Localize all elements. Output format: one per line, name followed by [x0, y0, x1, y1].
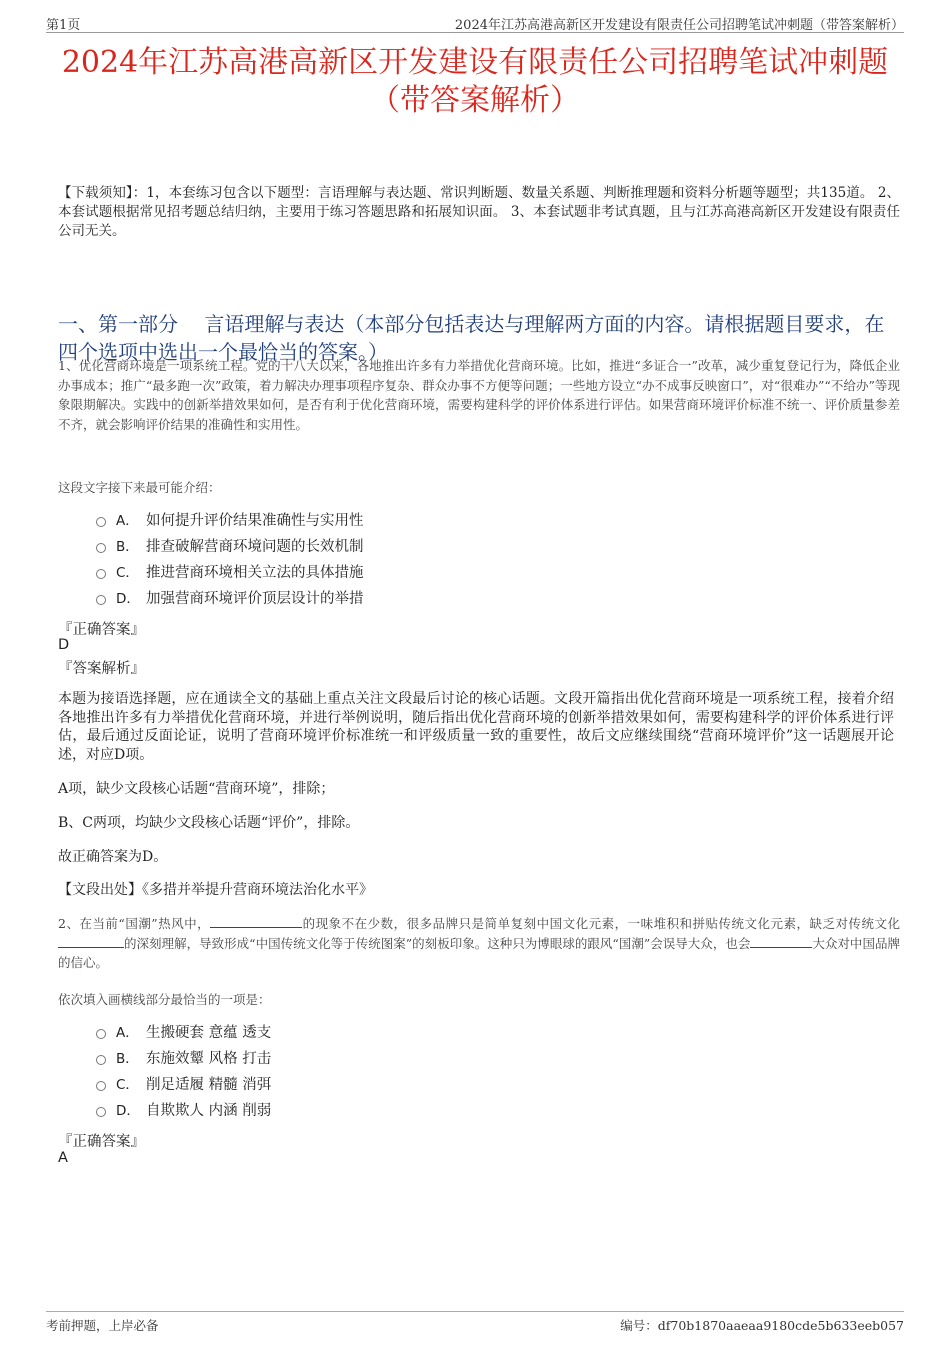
q1-analysis: 本题为接语选择题，应在通读全文的基础上重点关注文段最后讨论的核心话题。文段开篇指出优化营商环境是一项系统工程，接着介绍各地推出许多有力举措优化营商环境，并进行举例说明，随后指出优化营商环境的创新举措效果如何，需要构建科学的评价体系进行评估，最后通过反面论证，说明了营商环境评价标准统一和评级质量一致的重要性，故后文应继续围绕“营商环境评价”这一话题展开论述，对应D项。 [58, 691, 894, 763]
q2-option-a[interactable] [96, 1022, 271, 1044]
option-text: 生搬硬套 意蕴 透支 [146, 1025, 272, 1041]
footer-serial: 编号：df70b1870aaeaa9180cde5b633eeb057 [620, 1318, 904, 1333]
question-1-prompt: 这段文字接下来最可能介绍： [58, 480, 221, 495]
option-text: 东施效颦 风格 打击 [146, 1051, 272, 1067]
section-heading: 一、第一部分 言语理解与表达（本部分包括表达与理解两方面的内容。请根据题目要求，在四个选项中选出一个最恰当的答案。） [58, 312, 885, 364]
option-text: 自欺欺人 内涵 削弱 [146, 1103, 272, 1119]
q2-option-d[interactable] [96, 1100, 271, 1122]
radio-icon[interactable] [96, 1055, 106, 1065]
radio-icon[interactable] [96, 1029, 106, 1039]
option-text: 推进营商环境相关立法的具体措施 [146, 565, 364, 581]
option-text: 排查破解营商环境问题的长效机制 [146, 539, 364, 555]
radio-icon[interactable] [96, 543, 106, 553]
q1-conclusion: 故正确答案为D。 [58, 849, 168, 865]
question-2-prompt: 依次填入画横线部分最恰当的一项是： [58, 992, 271, 1007]
document-title [30, 44, 920, 120]
q1-option-c[interactable] [96, 562, 364, 584]
download-notice: 【下载须知】：1，本套练习包含以下题型：言语理解与表达题、常识判断题、数量关系题、判断推理题和资料分析题等题型；共135道。 2、本套试题根据常见招考题总结归纳，主要用于练习答题思路和拓展知识面。 3、本套试题非考试真题，且与江苏高港高新区开发建设有限责任公司无关。 [58, 185, 900, 239]
q1-source: 【文段出处】《多措并举提升营商环境法治化水平》 [58, 882, 373, 898]
q2-answer-label: 『正确答案』 [58, 1134, 145, 1150]
option-letter: A． [116, 1025, 139, 1041]
q2-answer: A [58, 1150, 68, 1166]
option-letter: D． [116, 1103, 140, 1119]
title-line-1: 2024年江苏高港高新区开发建设有限责任公司招聘笔试冲刺题 [61, 45, 889, 80]
radio-icon[interactable] [96, 1081, 106, 1091]
option-letter: A． [116, 513, 139, 529]
option-letter: C． [116, 565, 139, 581]
page-header [46, 12, 904, 33]
page-footer [46, 1311, 904, 1332]
q1-exclude-bc: B、C两项，均缺少文段核心话题“评价”，排除。 [58, 815, 360, 831]
question-1-text: 1、优化营商环境是一项系统工程。党的十八大以来，各地推出许多有力举措优化营商环境。比如，推进“多证合一”改革，减少重复登记行为，降低企业办事成本；推广“最多跑一次”政策，着力解决办理事项程序复杂、群众办事不方便等问题；一些地方设立“办不成事反映窗口”，对“很难办”“不给办”等现象限期解决。实践中的创新举措效果如何，是否有利于优化营商环境，需要构建科学的评价体系进行评估。如果营商环境评价标准不统一、评价质量参差不齐，就会影响评价结果的准确性和实用性。 [58, 358, 900, 432]
q1-option-a[interactable] [96, 510, 364, 532]
radio-icon[interactable] [96, 1107, 106, 1117]
q2-option-c[interactable] [96, 1074, 271, 1096]
option-text: 加强营商环境评价顶层设计的举措 [146, 591, 364, 607]
fill-blank-3[interactable] [750, 935, 812, 948]
radio-icon[interactable] [96, 595, 106, 605]
footer-slogan: 考前押题，上岸必备 [46, 1318, 159, 1333]
q2-option-b[interactable] [96, 1048, 271, 1070]
q1-option-d[interactable] [96, 588, 364, 610]
fill-blank-2[interactable] [58, 935, 124, 948]
question-2-text: 2、在当前“国潮”热风中， 的现象不在少数，很多品牌只是简单复刻中国文化元素，一味堆积和拼贴传统文化元素，缺乏对传统文化的深刻理解，导致形成“中国传统文化等于传统图案”的刻板印象。这种只为博眼球的跟风“国潮”会误导大众，也会 大众对中国品牌的信心。 [58, 916, 900, 970]
q1-answer: D [58, 637, 70, 653]
option-text: 削足适履 精髓 消弭 [146, 1077, 272, 1093]
page-number: 第1页 [46, 18, 81, 33]
header-doc-title: 2024年江苏高港高新区开发建设有限责任公司招聘笔试冲刺题（带答案解析） [454, 18, 904, 33]
option-letter: B． [116, 539, 139, 555]
q1-analysis-label: 『答案解析』 [58, 661, 145, 677]
q1-exclude-a: A项，缺少文段核心话题“营商环境”，排除； [58, 781, 335, 797]
option-letter: D． [116, 591, 140, 607]
fill-blank-1[interactable] [210, 915, 302, 928]
option-letter: B． [116, 1051, 139, 1067]
option-text: 如何提升评价结果准确性与实用性 [146, 513, 364, 529]
option-letter: C． [116, 1077, 139, 1093]
q1-answer-label: 『正确答案』 [58, 622, 145, 638]
radio-icon[interactable] [96, 517, 106, 527]
q1-option-b[interactable] [96, 536, 364, 558]
radio-icon[interactable] [96, 569, 106, 579]
title-line-2: （带答案解析） [370, 83, 580, 118]
